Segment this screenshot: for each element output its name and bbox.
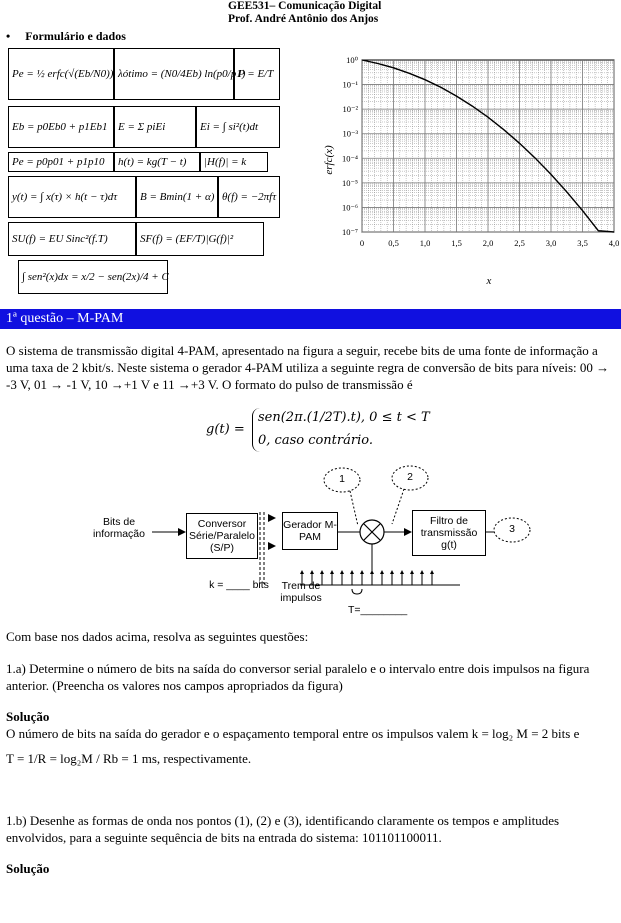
x-axis-label: x — [486, 275, 492, 287]
impulse-arrowhead — [370, 570, 374, 574]
formula-su: SU(f) = EU Sinc²(f.T) — [8, 222, 136, 256]
y-tick-label: 10⁻¹ — [342, 79, 358, 90]
y-tick-label: 10⁻² — [342, 104, 358, 115]
formula-bandwidth: B = Bmin(1 + α) — [136, 176, 218, 218]
point-2-label: 2 — [407, 471, 413, 483]
section-heading: • Formulário e dados — [6, 29, 126, 43]
impulse-arrowhead — [410, 570, 414, 574]
question-banner: 1ª questão – M-PAM — [0, 309, 621, 329]
question-prompt: Com base nos dados acima, resolva as seguintes questões: — [6, 629, 309, 644]
formula-energy-int: Ei = ∫ si²(t)dt — [196, 106, 280, 148]
y-tick-label: 10⁻⁶ — [342, 202, 358, 213]
impulse-arrowhead — [390, 570, 394, 574]
formula-sf: SF(f) = (EF/T)|G(f)|² — [136, 222, 264, 256]
x-tick-label: 2,0 — [482, 238, 494, 248]
section-title: Formulário e dados — [25, 29, 126, 43]
pulse-lhs: g(t) = — [206, 422, 245, 437]
t-interval-label: T=________ — [348, 604, 408, 616]
y-tick-label: 10⁻⁵ — [342, 177, 358, 188]
y-axis-label: erfc(x) — [323, 145, 335, 175]
point-3-label: 3 — [509, 523, 515, 535]
solution-1a-line-1: O número de bits na saída do gerador e o espaçamento temporal entre os impulsos valem k = log₂ M = 2 bits e — [6, 726, 580, 741]
impulse-arrowhead — [310, 570, 314, 574]
system-diagram — [0, 460, 621, 620]
x-tick-label: 2,5 — [514, 238, 525, 248]
formula-sheet — [8, 48, 280, 294]
question-1a: 1.a) Determine o número de bits na saída do conversor serial paralelo e o intervalo entre dois impulsos na figura anterior. (Preencha os valores nos campos apropriados da figura) — [6, 661, 590, 693]
formula-matched: h(t) = kg(T − t) — [114, 152, 200, 172]
x-tick-label: 1,5 — [451, 238, 462, 248]
solution-1a-line-2: T = 1/R = log₂M / Rb = 1 ms, respectivamente. — [6, 751, 252, 766]
erfc-chart — [318, 48, 621, 290]
formula-hf: |H(f)| = k — [200, 152, 268, 172]
x-tick-label: 3,5 — [577, 238, 588, 248]
question-1b: 1.b) Desenhe as formas de onda nos pontos (1), (2) e (3), identificando claramente os tempos e amplitudes envolvidos, para a seguinte sequência de bits na entrada do sistema: 101101100011. — [6, 813, 560, 845]
impulse-arrowhead — [400, 570, 404, 574]
impulse-arrowhead — [340, 570, 344, 574]
formula-pe2: Pe = p0p01 + p1p10 — [8, 152, 114, 172]
y-tick-label: 10⁻⁷ — [342, 227, 358, 237]
formula-lambda: λótimo = (N0/4Eb) ln(p0/p1) — [114, 48, 234, 100]
formula-phase: θ(f) = −2πfτ — [218, 176, 280, 218]
formula-integral: ∫ sen²(x)dx = x/2 − sen(2x)/4 + C — [18, 260, 168, 294]
x-tick-label: 4,0 — [608, 238, 620, 248]
erfc-chart-svg — [318, 48, 621, 290]
filter-block: Filtro de transmissão g(t) — [412, 510, 486, 556]
formula-power: P = E/T — [234, 48, 280, 100]
impulse-arrowhead — [300, 570, 304, 574]
impulse-arrowhead — [320, 570, 324, 574]
impulse-arrowhead — [430, 570, 434, 574]
k-bits-label: k = ____ bits — [209, 579, 269, 591]
solution-heading-a: Solução — [6, 709, 50, 724]
solution-heading-b: Solução — [6, 861, 50, 876]
pulse-case-1: sen(2π.(1/2T).t), 0 ≤ t < T — [258, 410, 430, 425]
formula-convolution: y(t) = ∫ x(τ) × h(t − τ)dτ — [8, 176, 136, 218]
formula-eb: Eb = p0Eb0 + p1Eb1 — [8, 106, 114, 148]
converter-block: Conversor Série/Paralelo (S/P) — [186, 513, 258, 559]
y-tick-label: 10⁰ — [346, 55, 358, 65]
x-tick-label: 0 — [359, 238, 365, 248]
x-tick-label: 1,0 — [419, 238, 431, 248]
impulse-arrowhead — [350, 570, 354, 574]
impulse-arrowhead — [360, 570, 364, 574]
x-tick-label: 3,0 — [545, 238, 557, 248]
impulse-arrowhead — [420, 570, 424, 574]
formula-energy-sum: E = Σ piEi — [114, 106, 196, 148]
y-tick-label: 10⁻⁴ — [342, 153, 358, 164]
pulse-case-2: 0, caso contrário. — [258, 433, 373, 448]
professor-name: Prof. André Antônio dos Anjos — [228, 13, 379, 25]
course-title: GEE531– Comunicação Digital — [228, 0, 382, 12]
question-intro: O sistema de transmissão digital 4-PAM, apresentado na figura a seguir, recebe bits de uma fonte de informação a uma taxa de 2 kbit/s. Neste sistema o gerador 4-PAM utiliza a seguinte regra de conversão de bits para níveis: 00 → -3 V, 01 → -1 V, 10 →+1 V e 11 →+3 V. O formato do pulso de transmissão é — [6, 343, 610, 392]
point-1-label: 1 — [339, 473, 345, 485]
source-label: Bits de informação — [93, 516, 145, 540]
x-tick-label: 0,5 — [388, 238, 399, 248]
formula-pe: Pe = ½ erfc(√(Eb/N0)) — [8, 48, 114, 100]
impulse-arrowhead — [380, 570, 384, 574]
impulse-arrowhead — [330, 570, 334, 574]
impulse-train-label: Trem de impulsos — [280, 580, 322, 604]
generator-block: Gerador M-PAM — [282, 512, 338, 550]
y-tick-label: 10⁻³ — [342, 128, 358, 139]
